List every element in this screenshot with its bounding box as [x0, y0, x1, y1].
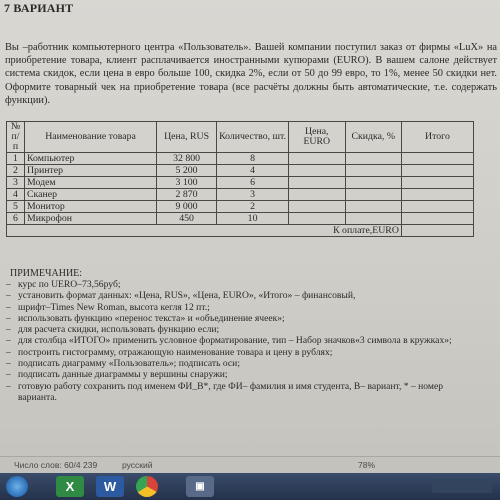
- taskbar: [0, 473, 500, 500]
- cell-number: 1: [7, 153, 25, 165]
- note-text: для расчета скидки, использовать функцию если;: [18, 324, 220, 336]
- cell-price-euro: [289, 213, 345, 225]
- cell-price-euro: [289, 201, 345, 213]
- cell-number: 6: [7, 213, 25, 225]
- receipt-table: [6, 121, 474, 237]
- cell-number: 5: [7, 201, 25, 213]
- cell-number: 4: [7, 189, 25, 201]
- list-item: – подписать данные диаграммы у вершины снаружи;: [6, 369, 228, 381]
- cell-number: 2: [7, 165, 25, 177]
- cell-price-rus: 5 200: [157, 165, 217, 177]
- cell-quantity: 6: [217, 177, 289, 189]
- column-header-price-rus: Цена, RUS: [157, 122, 217, 153]
- list-item: – для расчета скидки, использовать функцию если;: [6, 324, 220, 336]
- system-tray[interactable]: [432, 479, 492, 493]
- table-row: [7, 177, 474, 189]
- cell-discount: [345, 177, 401, 189]
- cell-price-rus: 2 870: [157, 189, 217, 201]
- cell-quantity: 8: [217, 153, 289, 165]
- cell-price-euro: [289, 177, 345, 189]
- word-count[interactable]: Число слов: 60/4 239: [14, 460, 98, 470]
- cell-price-rus: 3 100: [157, 177, 217, 189]
- list-item: – построить гистограмму, отражающую наименование товара и цену в рублях;: [6, 346, 333, 358]
- list-item: – для столбца «ИТОГО» применить условное форматирование, тип – Набор значков«3 символа в кружках»;: [6, 335, 452, 347]
- cell-name: Принтер: [25, 165, 157, 177]
- cell-price-euro: [289, 153, 345, 165]
- cell-name: Компьютер: [25, 153, 157, 165]
- cell-name: Монитор: [25, 201, 157, 213]
- cell-number: 3: [7, 177, 25, 189]
- table-row: [7, 201, 474, 213]
- cell-discount: [345, 201, 401, 213]
- note-text: подписать диаграмму «Пользователь»; подписать оси;: [18, 358, 240, 370]
- table-row: [7, 165, 474, 177]
- note-text: готовую работу сохранить под именем ФИ_В*, где ФИ– фамилия и имя студента, В– вариант, * – номер варианта.: [18, 380, 444, 403]
- cell-price-rus: 32 800: [157, 153, 217, 165]
- note-text: использовать функцию «перенос текста» и «объединение ячеек»;: [18, 312, 285, 324]
- total-payable-cell: [401, 225, 473, 237]
- excel-icon[interactable]: X: [56, 476, 84, 497]
- note-text: для столбца «ИТОГО» применить условное форматирование, тип – Набор значков«3 символа в кружках»;: [18, 335, 452, 347]
- cell-price-rus: 450: [157, 213, 217, 225]
- cell-quantity: 4: [217, 165, 289, 177]
- cell-discount: [345, 189, 401, 201]
- cell-quantity: 2: [217, 201, 289, 213]
- table-row: [7, 213, 474, 225]
- column-header-quantity: Количество, шт.: [217, 122, 289, 153]
- note-text: шрифт–Times New Roman, высота кегля 12 пт.;: [18, 301, 210, 313]
- cell-discount: [345, 165, 401, 177]
- list-item: – шрифт–Times New Roman, высота кегля 12 пт.;: [6, 301, 210, 313]
- note-text: курс по UERO–73,56руб;: [18, 279, 121, 290]
- list-item: – подписать диаграмму «Пользователь»; подписать оси;: [6, 358, 240, 370]
- note-text: подписать данные диаграммы у вершины снаружи;: [18, 369, 228, 381]
- column-header-price-euro: Цена, EURO: [289, 122, 345, 153]
- cell-name: Модем: [25, 177, 157, 189]
- cell-total: [401, 201, 473, 213]
- cell-total: [401, 189, 473, 201]
- list-item: – установить формат данных: «Цена, RUS», «Цена, EURO», «Итого» – финансовый,: [6, 290, 356, 302]
- word-icon[interactable]: W: [96, 476, 124, 497]
- note-text: построить гистограмму, отражающую наименование товара и цену в рублях;: [18, 346, 333, 358]
- list-item: – готовую работу сохранить под именем ФИ_В*, где ФИ– фамилия и имя студента, В– вариант, * – номер варианта.: [6, 380, 444, 403]
- column-header-name: Наименование товара: [25, 122, 157, 153]
- cell-price-rus: 9 000: [157, 201, 217, 213]
- note-title: ПРИМЕЧАНИЕ:: [10, 268, 83, 279]
- cell-quantity: 10: [217, 213, 289, 225]
- table-row: [7, 153, 474, 165]
- app-icon[interactable]: ▣: [186, 476, 214, 497]
- notes-list: [4, 279, 476, 403]
- windows-start-icon[interactable]: [6, 476, 28, 497]
- chrome-icon[interactable]: [136, 476, 158, 497]
- language-indicator[interactable]: русский: [122, 460, 153, 470]
- table-row: [7, 189, 474, 201]
- cell-discount: [345, 153, 401, 165]
- cell-total: [401, 153, 473, 165]
- document-title: 7 ВАРИАНТ: [4, 1, 74, 15]
- task-description: Вы –работник компьютерного центра «Пользователь». Вашей компании поступил заказ от фирмы «LuX» на приобретение товара, клиент расплачивается иностранными купюрами (EURO). В вашем салоне действует система скидок, если цена в евро больше 100, скидка 2%, если от 50 до 99 евро, то 1%, менее 50 скидки нет. Оформите товарный чек на приобретение товара (все расчёты должны быть автоматические, т.е. содержать функции).: [5, 42, 497, 106]
- zoom-level[interactable]: 78%: [358, 460, 376, 470]
- cell-name: Микрофон: [25, 213, 157, 225]
- column-header-total: Итого: [401, 122, 473, 153]
- note-text: установить формат данных: «Цена, RUS», «Цена, EURO», «Итого» – финансовый,: [18, 290, 356, 302]
- column-header-number: № п/п: [7, 122, 25, 153]
- total-payable-label: К оплате,EURO: [7, 225, 402, 237]
- list-item: – использовать функцию «перенос текста» и «объединение ячеек»;: [6, 312, 285, 324]
- cell-name: Сканер: [25, 189, 157, 201]
- table-footer-row: [7, 225, 474, 237]
- cell-discount: [345, 213, 401, 225]
- column-header-discount: Скидка, %: [345, 122, 401, 153]
- cell-total: [401, 177, 473, 189]
- cell-total: [401, 165, 473, 177]
- cell-total: [401, 213, 473, 225]
- status-bar: [0, 456, 500, 474]
- cell-quantity: 3: [217, 189, 289, 201]
- list-item: – курс по UERO–73,56руб;: [6, 279, 121, 290]
- table-header-row: [7, 122, 474, 153]
- cell-price-euro: [289, 165, 345, 177]
- cell-price-euro: [289, 189, 345, 201]
